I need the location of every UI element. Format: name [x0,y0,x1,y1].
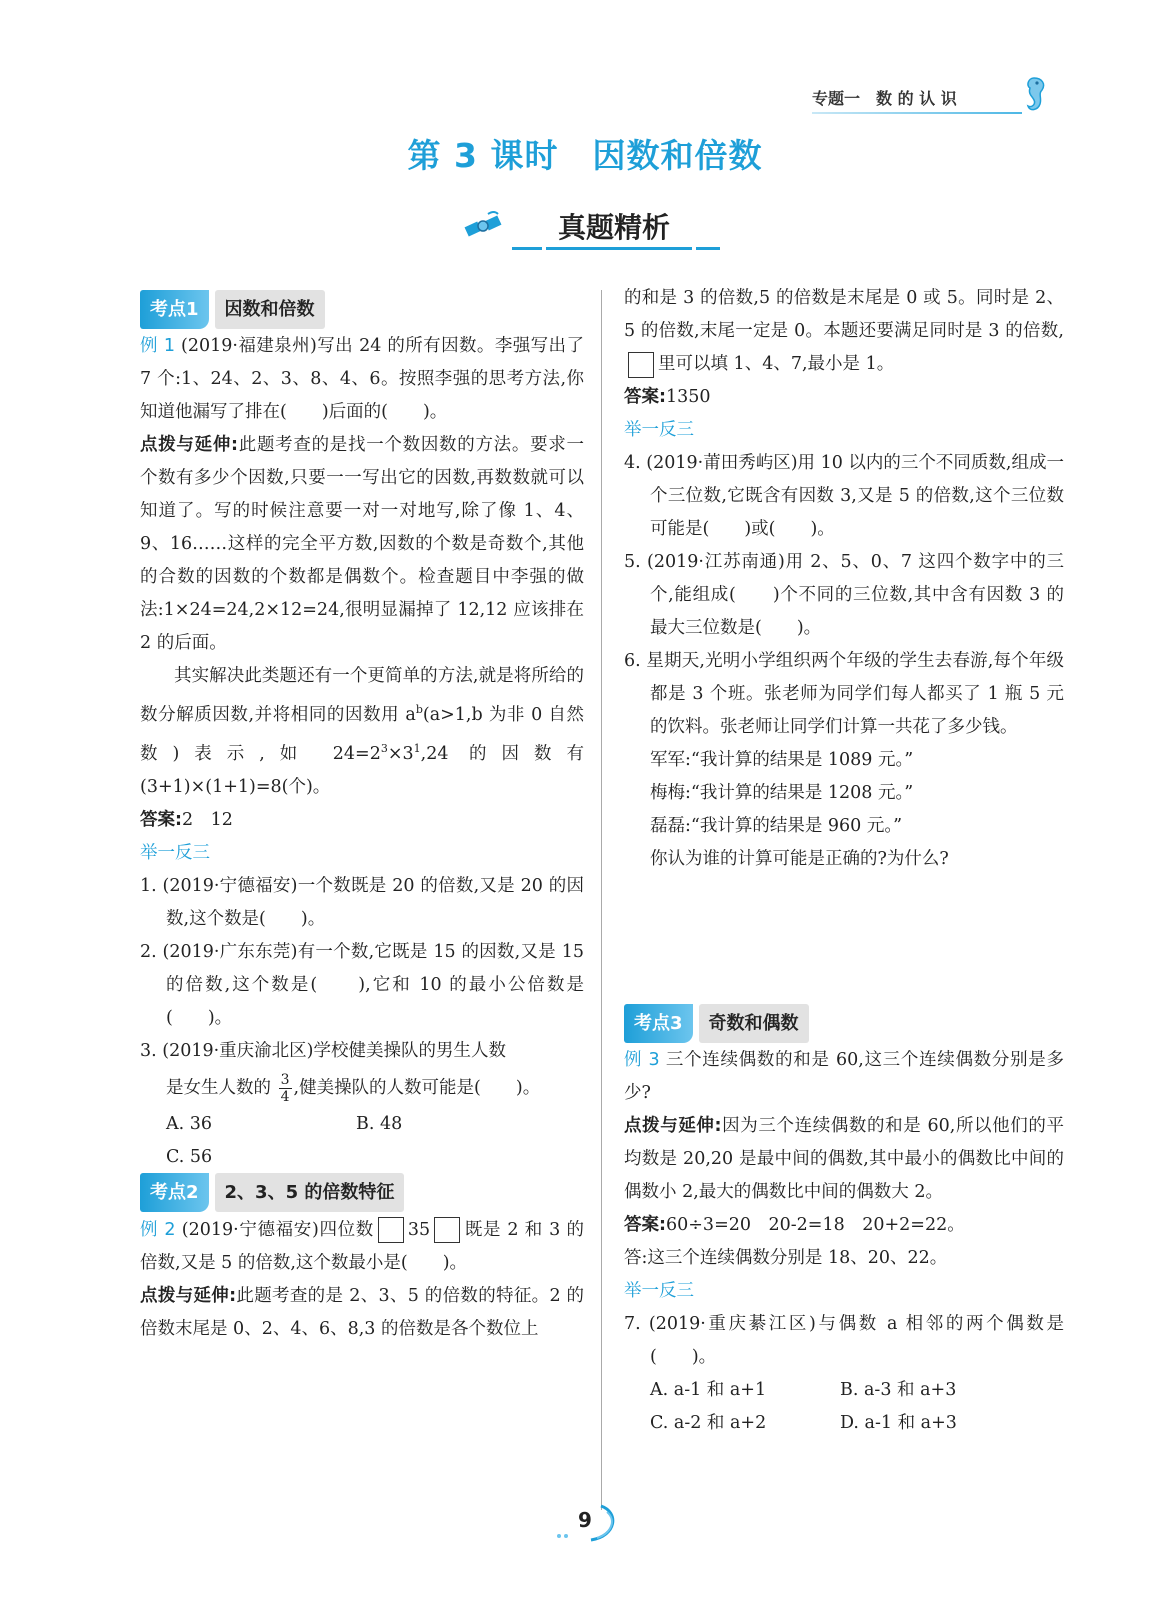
question-3-text-b: 是女生人数的 [166,1077,271,1098]
section-banner [462,200,742,260]
hint-2-label: 点拨与延伸: [140,1285,237,1306]
hint-1-text: 此题考查的是找一个数因数的方法。要求一个数有多少个因数,只要一一写出它的因数,再数数就可以知道了。写的时候注意要一对一对地写,除了像 1、4、9、16……这样的完全平方数,因数的个数是奇数个,其他的合数的因数的个数都是偶数个。检查题目中李强的做法:1×24=24,2×12=24,很明显漏掉了 12,12 应该排在 2 的后面。 [140,435,585,653]
kaodian-3-title: 奇数和偶数 [699,1004,809,1043]
hint-1-text2d: ,24 的因数有(3+1)×(1+1)=8(个)。 [140,743,584,797]
example-2 [140,1214,584,1280]
hint-2 [140,1280,584,1346]
hint-3 [624,1110,1064,1209]
answer-1-label: 答案: [140,809,182,830]
hint-3-label: 点拨与延伸: [624,1116,722,1136]
fraction-numerator: 3 [280,1071,290,1088]
option-7a: A. a-1 和 a+1 [650,1380,767,1400]
hint-1-label: 点拨与延伸: [140,435,239,455]
answer-3-label: 答案: [624,1215,666,1235]
header-rule [812,112,1022,114]
kaodian-2-title: 2、3、5 的倍数特征 [215,1173,405,1212]
column-divider [601,290,602,1510]
answer-2 [624,381,1064,414]
banner-line-left [512,247,542,250]
option-b: B. 48 [356,1113,403,1134]
kaodian-2-label: 考点2 [140,1173,209,1212]
lesson-title: 第 3 课时 因数和倍数 [407,136,763,175]
practice-1-head: 举一反三 [140,842,210,863]
kaodian-1 [140,292,584,326]
answer-2-text: 1350 [666,387,711,407]
question-3-options-row2 [140,1141,584,1174]
example-2-text-b: 35 [407,1219,431,1240]
question-6-line-4: 你认为谁的计算可能是正确的?为什么? [650,849,949,869]
question-6-line-1: 军军:“我计算的结果是 1089 元。” [650,750,914,770]
section-title: 真题精析 [558,211,671,244]
question-7-options [624,1374,1064,1407]
right-column [624,282,1064,1440]
hint-2-cont-b: 里可以填 1、4、7,最小是 1。 [658,354,895,374]
hint-1-text2b: (a>1,b 为非 0 自然数)表示,如 24=2 [140,704,584,764]
example-3-text: 三个连续偶数的和是 60,这三个连续偶数分别是多少? [624,1050,1064,1103]
chapter-header-text: 专题一 数 的 认 识 [812,89,957,108]
answer-2-label: 答案: [624,387,666,407]
hint-2-cont-a: 的和是 3 的倍数,5 的倍数是末尾是 0 或 5。同时是 2、5 的倍数,末尾一定是 0。本题还要满足同时是 3 的倍数, [624,288,1064,341]
question-3-line1: 3. (2019·重庆渝北区)学校健美操队的男生人数 [140,1040,507,1061]
answer-space [624,876,1064,1004]
hint-2-continued [624,282,1064,381]
kaodian-3 [624,1006,1064,1040]
kaodian-1-label: 考点1 [140,290,209,329]
option-7b: B. a-3 和 a+3 [840,1380,957,1400]
example-2-text-c: 既是 2 和 3 的倍数,又是 5 的倍数,这个数最小是( )。 [140,1219,584,1273]
hint-2-text: 此题考查的是 2、3、5 的倍数的特征。2 的倍数末尾是 0、2、4、6、8,3 的倍数是各个数位上 [140,1285,584,1339]
example-1-head: 例 1 [140,336,176,356]
banner-line-mid [546,247,692,250]
fraction-3-4 [279,1072,292,1105]
blank-box-1 [378,1217,404,1243]
question-7-options-row2 [624,1407,1064,1440]
question-1: 1. (2019·宁德福安)一个数既是 20 的倍数,又是 20 的因数,这个数是( )。 [140,875,584,929]
blank-box-2 [434,1217,460,1243]
example-3 [624,1044,1064,1110]
answer-3-text: 60÷3=20 20-2=18 20+2=22。 [666,1215,965,1235]
hint-1-sup-1: 1 [413,741,421,755]
answer-1 [140,804,584,837]
hint-1-sup-3: 3 [380,741,388,755]
chapter-header [812,86,1062,109]
hint-1-text2c: ×3 [387,743,414,764]
hint-1-sup-b: b [415,703,423,716]
question-7: 7. (2019·重庆綦江区)与偶数 a 相邻的两个偶数是( )。 [624,1314,1064,1367]
example-1-text: (2019·福建泉州)写出 24 的所有因数。李强写出了 7 个:1、24、2、3、8、4、6。按照李强的思考方法,你知道他漏写了排在( )后面的( )。 [140,336,584,422]
question-6-line-2: 梅梅:“我计算的结果是 1208 元。” [650,783,914,803]
example-2-head: 例 2 [140,1219,176,1240]
hint-1-text2a: 其实解决此类题还有一个更简单的方法,就是将所给的数分解质因数,并将相同的因数用 a [140,666,584,725]
kaodian-3-label: 考点3 [624,1004,693,1043]
satellite-icon [462,206,506,250]
question-3-options [140,1108,584,1141]
question-4: 4. (2019·莆田秀屿区)用 10 以内的三个不同质数,组成一个三位数,它既含有因数 3,又是 5 的倍数,这个三位数可能是( )或( )。 [624,453,1064,539]
option-7d: D. a-1 和 a+3 [840,1413,957,1433]
answer-3 [624,1209,1064,1242]
practice-2-head: 举一反三 [624,420,694,440]
question-3-line2 [140,1068,584,1108]
option-c: C. 56 [166,1146,213,1167]
question-6-line-3: 磊磊:“我计算的结果是 960 元。” [650,816,903,836]
blank-box-3 [628,352,654,378]
hint-3-text: 因为三个连续偶数的和是 60,所以他们的平均数是 20,20 是最中间的偶数,其中最小的偶数比中间的偶数小 2,最大的偶数比中间的偶数大 2。 [624,1116,1064,1202]
fraction-denominator: 4 [280,1088,290,1105]
option-a: A. 36 [166,1113,213,1134]
question-3-text-c: ,健美操队的人数可能是( )。 [293,1077,541,1098]
example-1 [140,330,584,429]
kaodian-1-title: 因数和倍数 [215,290,325,329]
answer-1-text: 2 12 [182,809,233,830]
option-7c: C. a-2 和 a+2 [650,1413,767,1433]
example-3-head: 例 3 [624,1050,660,1070]
question-5: 5. (2019·江苏南通)用 2、5、0、7 这四个数字中的三个,能组成( )个不同的三位数,其中含有因数 3 的最大三位数是( )。 [624,552,1064,638]
answer-3-line2: 答:这三个连续偶数分别是 18、20、22。 [624,1248,948,1268]
practice-3-head: 举一反三 [624,1281,694,1301]
example-2-text-a: (2019·宁德福安)四位数 [181,1219,374,1240]
hint-1-para2 [140,660,584,804]
hint-1 [140,429,584,660]
page-number: 9 [578,1508,592,1532]
question-6: 6. 星期天,光明小学组织两个年级的学生去春游,每个年级都是 3 个班。张老师为同学们每人都买了 1 瓶 5 元的饮料。张老师让同学们计算一共花了多少钱。 [624,651,1064,737]
seahorse-icon [1016,74,1050,114]
kaodian-2 [140,1176,584,1210]
banner-line-right [696,247,720,250]
left-column [140,290,584,1346]
question-2: 2. (2019·广东东莞)有一个数,它既是 15 的因数,又是 15 的倍数,这个数是( ),它和 10 的最小公倍数是( )。 [140,941,584,1028]
